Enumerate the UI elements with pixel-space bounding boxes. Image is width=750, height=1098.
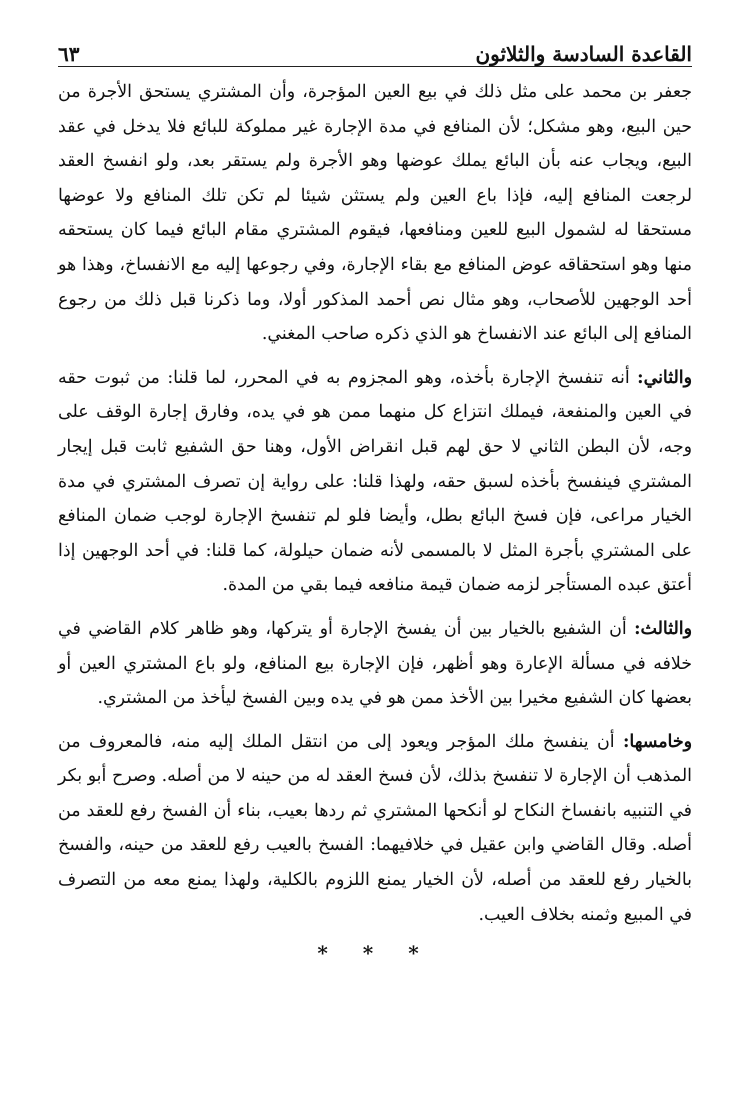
paragraph-lead: والثالث: <box>634 618 692 639</box>
paragraph-text: أنه تنفسخ الإجارة بأخذه، وهو المجزوم به في المحرر، لما قلنا: من ثبوت حقه في العين والمنفعة، فيملك انتزاع كل منهما ممن هو في يده، وفارق إجارة الوقف على وجه، لأن البطن الثاني لا حق لهم قبل انقراض الأول، وهنا حق الشفيع ثابت قبل إيجار المشتري فينفسخ بأخذه لسبق حقه، ولهذا قلنا: على رواية إن تصرف المشتري في مدة الخيار مراعى، فإن فسخ البائع بطل، وأيضا فلو لم تنفسخ الإجارة لوجب ضمان المنافع على المشتري بأجرة المثل لا بالمسمى لأنه ضمان حيلولة، كما قلنا: في أحد الوجهين إذا أعتق عبده المستأجر لزمه ضمان قيمة منافعه فيما بقي من المدة. <box>58 367 692 596</box>
paragraph-lead: وخامسها: <box>622 731 692 752</box>
page-body <box>58 75 692 932</box>
page-header <box>58 30 692 67</box>
paragraph-fifth-case <box>58 725 692 933</box>
paragraph-text: أن الشفيع بالخيار بين أن يفسخ الإجارة أو يتركها، وهو ظاهر كلام القاضي في خلافه في مسألة الإعارة وهو أظهر، فإن الإجارة بيع المنافع، ولو باع المشتري العين أو بعضها كان الشفيع مخيرا بين الأخذ ممن هو في يده وبين الفسخ ليأخذ من المشتري. <box>58 618 692 709</box>
chapter-title: القاعدة السادسة والثلاثون <box>475 42 692 66</box>
book-page <box>58 30 692 1078</box>
page-number: ٦٣ <box>58 42 80 66</box>
paragraph-continuation <box>58 75 692 352</box>
paragraph-text: أن ينفسخ ملك المؤجر ويعود إلى من انتقل الملك إليه منه، فالمعروف من المذهب أن الإجارة لا تنفسخ بذلك، لأن فسخ العقد له من حينه لا من أصله. وصرح أبو بكر في التنبيه بانفساخ النكاح لو أنكحها المشتري ثم ردها بعيب، بناء أن الفسخ رفع للعقد من أصله. وقال القاضي وابن عقيل في خلافيهما: الفسخ بالعيب رفع للعقد من حينه، والفسخ بالخيار رفع للعقد من أصله، لأن الخيار يمنع اللزوم بالكلية، ولهذا يمنع معه من التصرف في المبيع وثمنه بخلاف العيب. <box>58 731 692 925</box>
section-divider: * * * <box>317 941 433 966</box>
paragraph-third-view <box>58 612 692 716</box>
paragraph-text: جعفر بن محمد على مثل ذلك في بيع العين المؤجرة، وأن المشتري يستحق الأجرة من حين البيع، وهو مشكل؛ لأن المنافع في مدة الإجارة غير مملوكة للبائع فلا يدخل في عقد البيع، ويجاب عنه بأن البائع يملك عوضها وهو الأجرة ولم يستقر بعد، ولو انفسخ العقد لرجعت المنافع إليه، فإذا باع العين ولم يستثن شيئا لم تكن تلك المنافع ولا عوضها مستحقا له لشمول البيع للعين ومنافعها، فيقوم المشتري مقام البائع فيما كان يستحقه منها وهو استحقاقه عوض المنافع مع بقاء الإجارة، وفي رجوعها إليه مع الانفساخ، وهذا هو أحد الوجهين للأصحاب، وهو مثال نص أحمد المذكور أولا، وما ذكرنا قبل ذلك من رجوع المنافع إلى البائع عند الانفساخ هو الذي ذكره صاحب المغني. <box>58 82 692 345</box>
paragraph-second-view <box>58 361 692 603</box>
paragraph-lead: والثاني: <box>637 367 692 388</box>
